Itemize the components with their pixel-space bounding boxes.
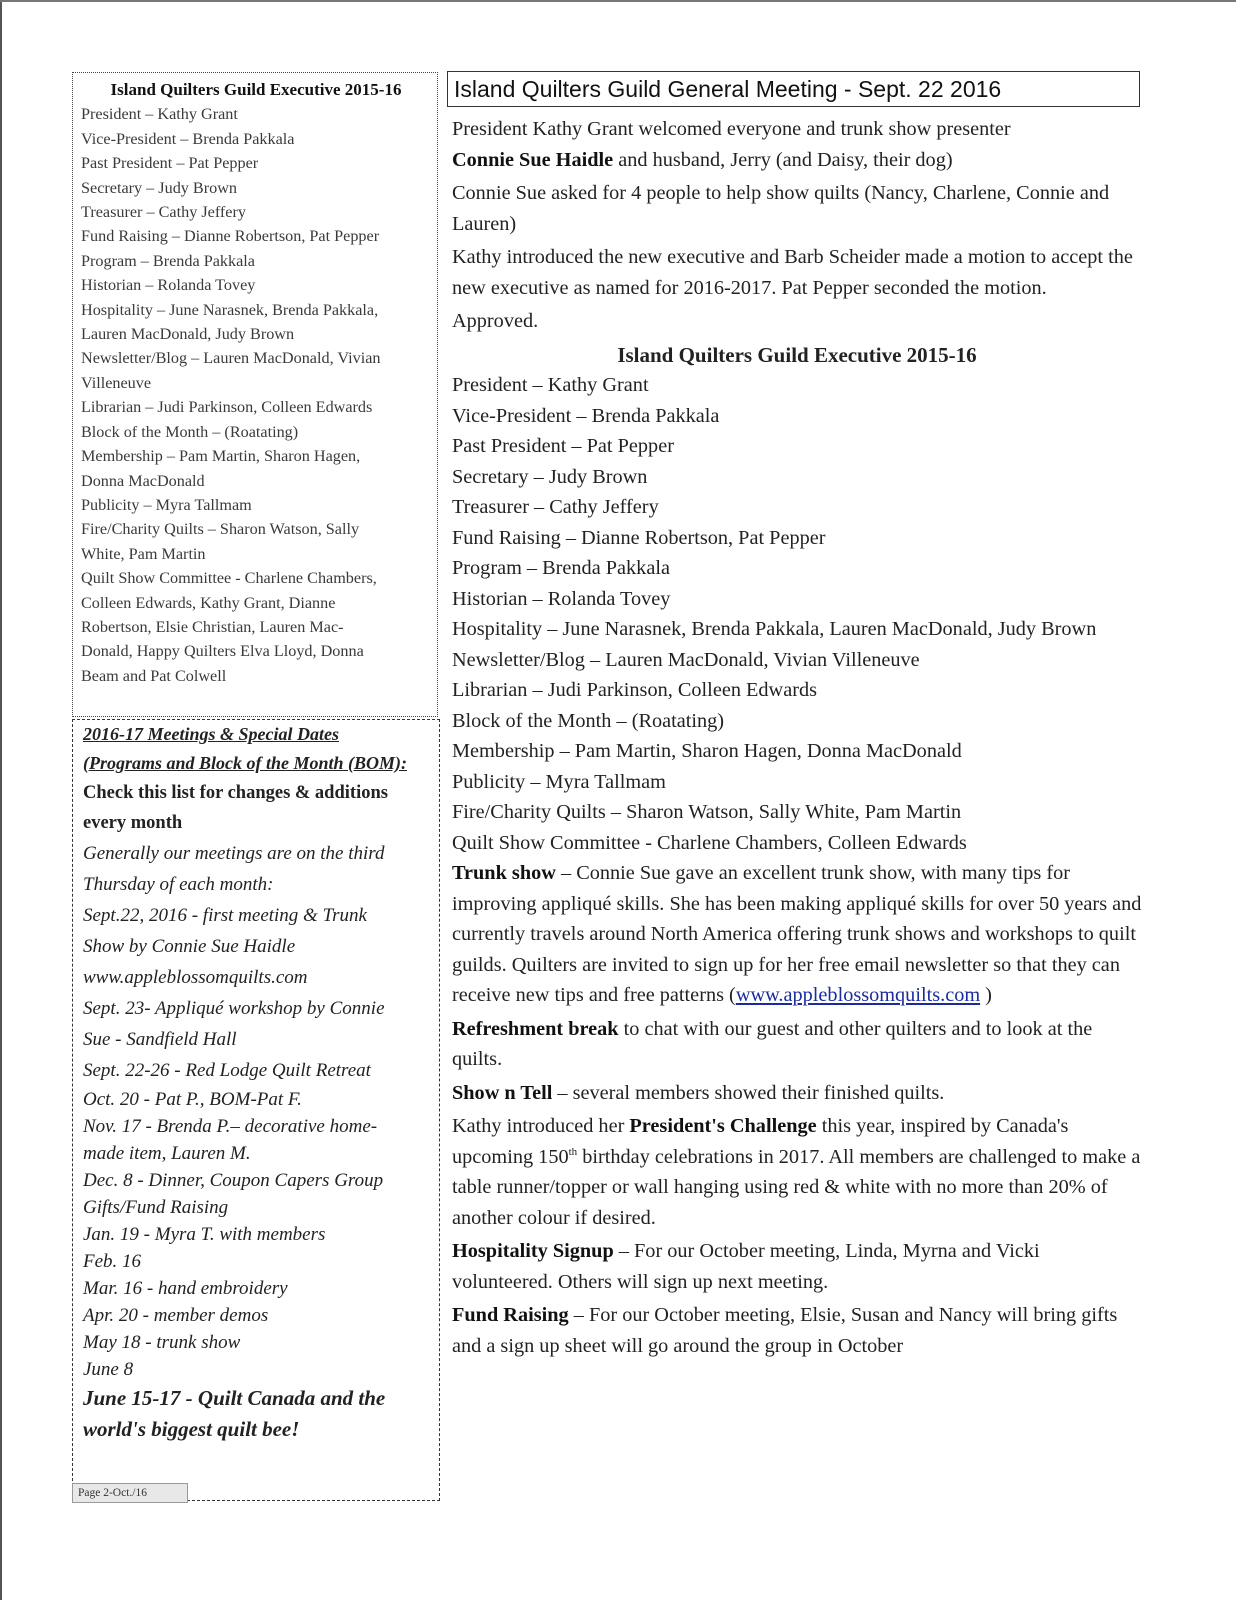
hospitality-text: – For our October meeting, Linda, Myrna and Vicki volunteered. Others will sign up next meeting. bbox=[452, 1240, 1040, 1293]
challenge-heading: President's Challenge bbox=[629, 1115, 817, 1137]
sidebar-executive-title: Island Quilters Guild Executive 2015-16 bbox=[110, 80, 402, 99]
dates-list-compact bbox=[83, 1086, 433, 1383]
date-line: Sept. 23- Appliqué workshop by Connie bbox=[83, 998, 385, 1019]
dates-big-line2: world's biggest quilt bee! bbox=[83, 1417, 300, 1441]
date-line: Generally our meetings are on the third bbox=[83, 843, 385, 864]
executive-item: Robertson, Elsie Christian, Lauren Mac- bbox=[81, 617, 344, 636]
executive-item: Program – Brenda Pakkala bbox=[452, 557, 670, 579]
trunk-show-end: ) bbox=[980, 984, 992, 1006]
date-line: Show by Connie Sue Haidle bbox=[83, 936, 296, 957]
presenter-name: Connie Sue Haidle bbox=[452, 148, 614, 171]
date-line: Sept.22, 2016 - first meeting & Trunk bbox=[83, 905, 367, 926]
para-refreshment bbox=[452, 1014, 1142, 1075]
executive-item: Block of the Month – (Roatating) bbox=[452, 709, 725, 732]
date-line: Mar. 16 - hand embroidery bbox=[83, 1278, 288, 1299]
dates-check-line1: Check this list for changes & additions bbox=[83, 783, 388, 803]
executive-item: Librarian – Judi Parkinson, Colleen Edwards bbox=[452, 679, 817, 701]
executive-item: Librarian – Judi Parkinson, Colleen Edwards bbox=[81, 398, 373, 417]
executive-list bbox=[452, 370, 1142, 858]
executive-item: Quilt Show Committee - Charlene Chambers, bbox=[81, 569, 377, 588]
executive-item: Membership – Pam Martin, Sharon Hagen, Donna MacDonald bbox=[452, 740, 962, 762]
date-line: Feb. 16 bbox=[83, 1251, 142, 1272]
trunk-show-text: – Connie Sue gave an excellent trunk show, with many tips for improving appliqué skills. She has been making appliqué skills for over 50 years and currently travels around North America offering trunk shows and workshops to quilt guilds. Quilters are invited to sign up for her free email newsletter so that they can receive new tips and free patterns ( bbox=[452, 862, 1142, 1006]
executive-item: Past President – Pat Pepper bbox=[452, 435, 674, 457]
executive-item: Fire/Charity Quilts – Sharon Watson, Sally White, Pam Martin bbox=[452, 801, 962, 823]
date-line: Sue - Sandfield Hall bbox=[83, 1029, 237, 1050]
date-line: Gifts/Fund Raising bbox=[83, 1197, 229, 1218]
dates-check-line2: every month bbox=[83, 813, 183, 833]
date-line: made item, Lauren M. bbox=[83, 1143, 251, 1164]
date-line: Apr. 20 - member demos bbox=[83, 1305, 269, 1326]
page-top-edge bbox=[0, 0, 1236, 2]
executive-item: Vice-President – Brenda Pakkala bbox=[452, 404, 720, 427]
date-line: Nov. 17 - Brenda P.– decorative home- bbox=[83, 1116, 378, 1137]
sidebar-executive-box bbox=[72, 72, 438, 717]
executive-item: Newsletter/Blog – Lauren MacDonald, Vivian Villeneuve bbox=[452, 648, 920, 671]
trunk-show-heading: Trunk show bbox=[452, 862, 556, 884]
para-presidents-challenge bbox=[452, 1111, 1142, 1233]
meetings-dates-box bbox=[72, 719, 440, 1501]
fund-raising-text: – For our October meeting, Elsie, Susan and Nancy will bring gifts and a sign up sheet will go around the group in October bbox=[452, 1304, 1118, 1357]
website-link[interactable]: www.appleblossomquilts.com bbox=[735, 984, 981, 1006]
para-approved: Approved. bbox=[452, 310, 539, 332]
sidebar-executive-list bbox=[81, 102, 431, 688]
executive-item: Past President – Pat Pepper bbox=[81, 154, 259, 173]
executive-item: Treasurer – Cathy Jeffery bbox=[452, 496, 659, 518]
executive-item: Program – Brenda Pakkala bbox=[81, 251, 255, 270]
welcome-text-end: and husband, Jerry (and Daisy, their dog) bbox=[613, 148, 953, 171]
executive-item: Colleen Edwards, Kathy Grant, Dianne bbox=[81, 593, 336, 612]
executive-item: Publicity – Myra Tallmam bbox=[81, 495, 252, 514]
executive-item: Hospitality – June Narasnek, Brenda Pakkala, Lauren MacDonald, Judy Brown bbox=[452, 618, 1097, 640]
executive-item: Newsletter/Blog – Lauren MacDonald, Vivian bbox=[81, 349, 381, 368]
executive-item: Fund Raising – Dianne Robertson, Pat Pepper bbox=[81, 227, 380, 246]
executive-item: Historian – Rolanda Tovey bbox=[81, 276, 256, 295]
executive-item: Lauren MacDonald, Judy Brown bbox=[81, 325, 295, 344]
para-hospitality-signup bbox=[452, 1236, 1142, 1297]
page-number-tab: Page 2-Oct./16 bbox=[72, 1483, 188, 1503]
show-n-tell-text: – several members showed their finished quilts. bbox=[552, 1081, 945, 1104]
date-line: Sept. 22-26 - Red Lodge Quilt Retreat bbox=[83, 1060, 371, 1081]
challenge-text-b: this year, inspired by Canada's upcoming 150 bbox=[452, 1115, 1069, 1168]
date-line: Dec. 8 - Dinner, Coupon Capers Group bbox=[83, 1170, 384, 1191]
para-trunk-show bbox=[452, 858, 1142, 1011]
executive-item: Secretary – Judy Brown bbox=[81, 178, 237, 197]
dates-big-line1: June 15-17 - Quilt Canada and the bbox=[83, 1386, 386, 1410]
executive-item: Fund Raising – Dianne Robertson, Pat Pepper bbox=[452, 526, 826, 549]
executive-item: White, Pam Martin bbox=[81, 544, 206, 563]
executive-item: Vice-President – Brenda Pakkala bbox=[81, 129, 295, 148]
meeting-minutes bbox=[452, 114, 1142, 1364]
fund-raising-heading: Fund Raising bbox=[452, 1304, 569, 1326]
date-line: Oct. 20 - Pat P., BOM-Pat F. bbox=[83, 1089, 302, 1110]
date-line: June 8 bbox=[83, 1359, 134, 1380]
dates-title-line2: (Programs and Block of the Month (BOM): bbox=[83, 753, 408, 773]
executive-item: Secretary – Judy Brown bbox=[452, 465, 648, 488]
refreshment-heading: Refreshment break bbox=[452, 1017, 619, 1040]
executive-item: Hospitality – June Narasnek, Brenda Pakkala, bbox=[81, 300, 379, 319]
date-line: Thursday of each month: bbox=[83, 874, 274, 895]
ordinal-suffix: th bbox=[568, 1145, 578, 1158]
dates-title-line1: 2016-17 Meetings & Special Dates bbox=[83, 724, 339, 744]
executive-item: President – Kathy Grant bbox=[81, 105, 238, 124]
challenge-text-a: Kathy introduced her bbox=[452, 1115, 630, 1137]
executive-item: Membership – Pam Martin, Sharon Hagen, bbox=[81, 447, 361, 466]
welcome-text: President Kathy Grant welcomed everyone and trunk show presenter bbox=[452, 118, 1011, 140]
executive-item: Treasurer – Cathy Jeffery bbox=[81, 203, 246, 222]
executive-item: Publicity – Myra Tallmam bbox=[452, 770, 666, 793]
para-motion: Kathy introduced the new executive and Barb Scheider made a motion to accept the new executive as named for 2016-2017. Pat Pepper seconded the motion. bbox=[452, 246, 1133, 299]
para-welcome bbox=[452, 114, 1142, 175]
executive-item: Villeneuve bbox=[81, 373, 152, 392]
para-helpers: Connie Sue asked for 4 people to help show quilts (Nancy, Charlene, Connie and Lauren) bbox=[452, 182, 1110, 235]
executive-item: Fire/Charity Quilts – Sharon Watson, Sally bbox=[81, 520, 360, 539]
para-fund-raising bbox=[452, 1300, 1142, 1361]
para-show-n-tell bbox=[452, 1078, 1142, 1109]
executive-item: Quilt Show Committee - Charlene Chambers, Colleen Edwards bbox=[452, 831, 967, 854]
executive-item: Donald, Happy Quilters Elva Lloyd, Donna bbox=[81, 642, 364, 661]
page-left-edge bbox=[0, 0, 2, 1600]
date-line: May 18 - trunk show bbox=[83, 1332, 241, 1353]
hospitality-heading: Hospitality Signup bbox=[452, 1240, 614, 1262]
date-line: Jan. 19 - Myra T. with members bbox=[83, 1224, 326, 1245]
executive-item: Historian – Rolanda Tovey bbox=[452, 587, 671, 610]
show-n-tell-heading: Show n Tell bbox=[452, 1081, 553, 1104]
executive-item: President – Kathy Grant bbox=[452, 374, 649, 396]
meeting-title: Island Quilters Guild General Meeting - Sept. 22 2016 bbox=[447, 71, 1140, 107]
executive-item: Block of the Month – (Roatating) bbox=[81, 422, 299, 441]
challenge-text-c: birthday celebrations in 2017. All members are challenged to make a table runner/topper or wall hanging using red & white with no more than 20% of another colour if desired. bbox=[452, 1145, 1141, 1229]
refreshment-text: to chat with our guest and other quilters and to look at the quilts. bbox=[452, 1017, 1093, 1070]
dates-list bbox=[83, 838, 433, 1086]
date-line: www.appleblossomquilts.com bbox=[83, 967, 308, 988]
executive-title: Island Quilters Guild Executive 2015-16 bbox=[617, 342, 977, 367]
executive-item: Donna MacDonald bbox=[81, 471, 205, 490]
executive-item: Beam and Pat Colwell bbox=[81, 666, 227, 685]
